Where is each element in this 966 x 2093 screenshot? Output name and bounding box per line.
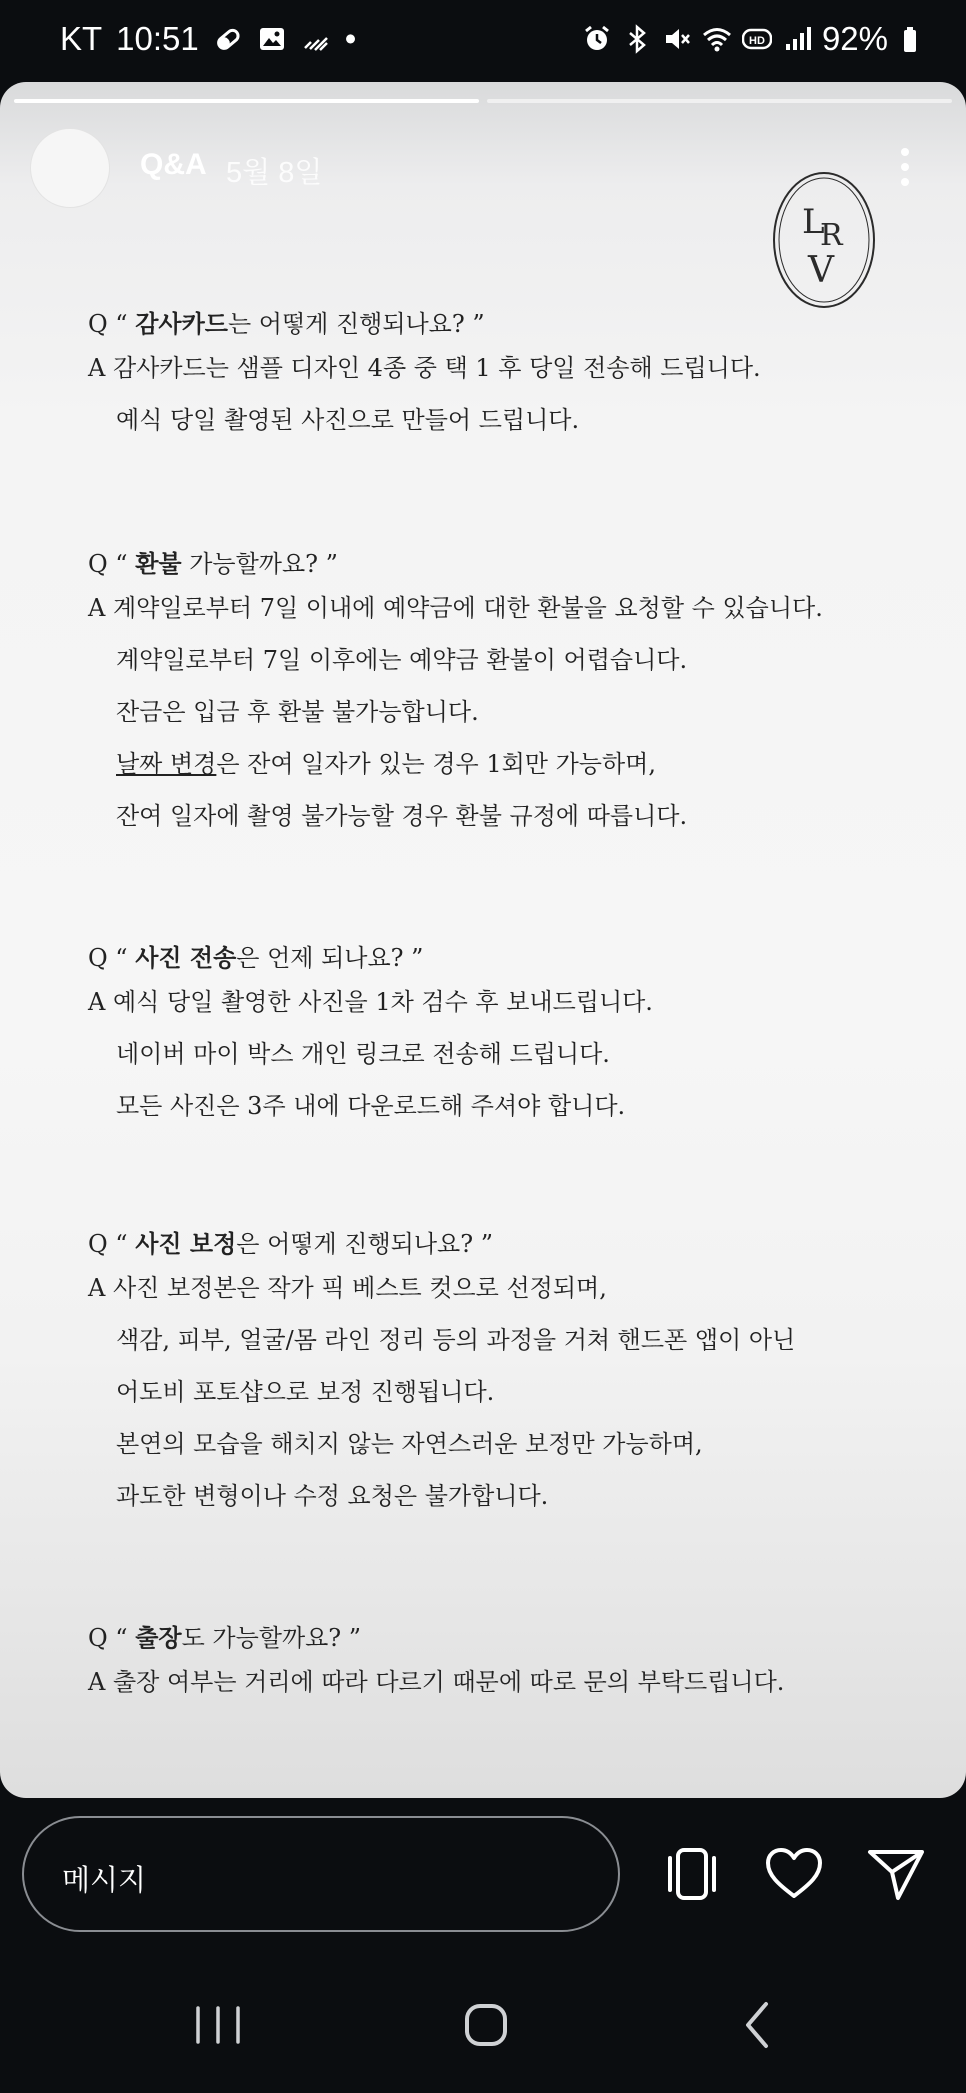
answer-line: 예식 당일 촬영된 사진으로 만들어 드립니다. [116, 406, 580, 434]
answer-line: 잔금은 입금 후 환불 불가능합니다. [116, 698, 479, 726]
qa-section-5 [88, 1620, 784, 1708]
question-keyword: 환불 [135, 549, 182, 578]
heart-icon[interactable] [762, 1842, 826, 1906]
answer-line-rest: 은 잔여 일자가 있는 경우 1회만 가능하며, [216, 750, 656, 778]
progress-segment [14, 99, 479, 103]
qa-section-2 [88, 546, 823, 842]
answer-line: A 출장 여부는 거리에 따라 다르기 때문에 따로 문의 부탁드립니다. [88, 1668, 785, 1696]
svg-text:V: V [808, 250, 834, 291]
image-icon [257, 24, 287, 54]
message-input[interactable] [22, 1816, 620, 1932]
svg-text:L: L [802, 202, 825, 242]
answer-line: 네이버 마이 박스 개인 링크로 전송해 드립니다. [116, 1040, 610, 1068]
cell-signal-icon [782, 24, 812, 54]
answer-line: A 사진 보정본은 작가 픽 베스트 컷으로 선정되며, [88, 1274, 607, 1302]
question-prefix: Q “ [88, 310, 136, 338]
qa-section-4 [88, 1226, 795, 1522]
answer-line: 잔여 일자에 촬영 불가능할 경우 환불 규정에 따릅니다. [116, 802, 688, 830]
question-keyword: 사진 보정 [135, 1229, 237, 1258]
answer-line-date-change [88, 738, 823, 790]
question-rest: 가능할까요? ” [181, 550, 338, 578]
pill-icon [213, 24, 243, 54]
question-rest: 은 어떻게 진행되나요? ” [236, 1230, 493, 1258]
wifi-icon [702, 24, 732, 54]
answer-line: 과도한 변형이나 수정 요청은 불가합니다. [116, 1482, 549, 1510]
answer-line: A 감사카드는 샘플 디자인 4종 중 택 1 후 당일 전송해 드립니다. [88, 354, 761, 382]
question [88, 306, 761, 342]
question-keyword: 감사카드 [135, 309, 228, 338]
question-prefix: Q “ [88, 550, 136, 578]
battery-percent: 92% [821, 20, 888, 57]
gallery-icon[interactable] [660, 1842, 724, 1906]
carrier: KT [60, 20, 103, 57]
message-placeholder: 메시지 [62, 1865, 147, 1897]
qa-section-1 [88, 306, 761, 446]
story-date: 5월 8일 [226, 157, 323, 189]
answer-line: 계약일로부터 7일 이후에는 예약금 환불이 어렵습니다. [116, 646, 688, 674]
story-username[interactable]: Q&A [140, 148, 207, 181]
answer-line: 모든 사진은 3주 내에 다운로드해 주셔야 합니다. [116, 1092, 626, 1120]
answer-line: 색감, 피부, 얼굴/몸 라인 정리 등의 과정을 거쳐 핸드폰 앱이 아닌 [116, 1326, 796, 1354]
question [88, 940, 653, 976]
bluetooth-icon [622, 24, 652, 54]
status-right [582, 20, 928, 58]
svg-text:HD: HD [748, 35, 765, 47]
story-card[interactable] [0, 82, 966, 1798]
qa-section-3 [88, 940, 653, 1132]
clock: 10:51 [116, 20, 199, 57]
more-options-icon[interactable] [890, 142, 920, 192]
mute-icon [662, 24, 692, 54]
alarm-icon [582, 24, 612, 54]
back-icon[interactable] [718, 1990, 798, 2060]
send-icon[interactable] [864, 1842, 928, 1906]
status-left [60, 20, 356, 58]
question-keyword: 사진 전송 [135, 943, 237, 972]
question [88, 1620, 784, 1656]
question-prefix: Q “ [88, 1230, 136, 1258]
underlined-phrase: 날짜 변경 [116, 750, 217, 778]
brand-logo [772, 170, 876, 310]
question-rest: 는 어떻게 진행되나요? ” [227, 310, 485, 338]
signal-wave-icon [301, 24, 331, 54]
answer-line: A 계약일로부터 7일 이내에 예약금에 대한 환불을 요청할 수 있습니다. [88, 594, 823, 622]
status-bar [0, 0, 966, 80]
recent-apps-icon[interactable] [178, 1990, 258, 2060]
question-rest: 은 언제 되나요? ” [236, 944, 424, 972]
avatar[interactable] [30, 128, 110, 208]
progress-segment [487, 99, 952, 103]
hd-icon [742, 24, 772, 54]
answer-line: 어도비 포토샵으로 보정 진행됩니다. [116, 1378, 495, 1406]
story-progress [14, 99, 952, 103]
svg-text:R: R [820, 218, 843, 253]
answer-line: 본연의 모습을 해치지 않는 자연스러운 보정만 가능하며, [116, 1430, 703, 1458]
home-icon[interactable] [446, 1990, 526, 2060]
battery-icon [898, 24, 928, 54]
question-keyword: 출장 [135, 1623, 182, 1652]
question [88, 1226, 795, 1262]
question [88, 546, 823, 582]
question-prefix: Q “ [88, 944, 136, 972]
question-prefix: Q “ [88, 1624, 136, 1652]
question-rest: 도 가능할까요? ” [181, 1624, 362, 1652]
status-dot: • [344, 20, 357, 57]
answer-line: A 예식 당일 촬영한 사진을 1차 검수 후 보내드립니다. [88, 988, 653, 1016]
